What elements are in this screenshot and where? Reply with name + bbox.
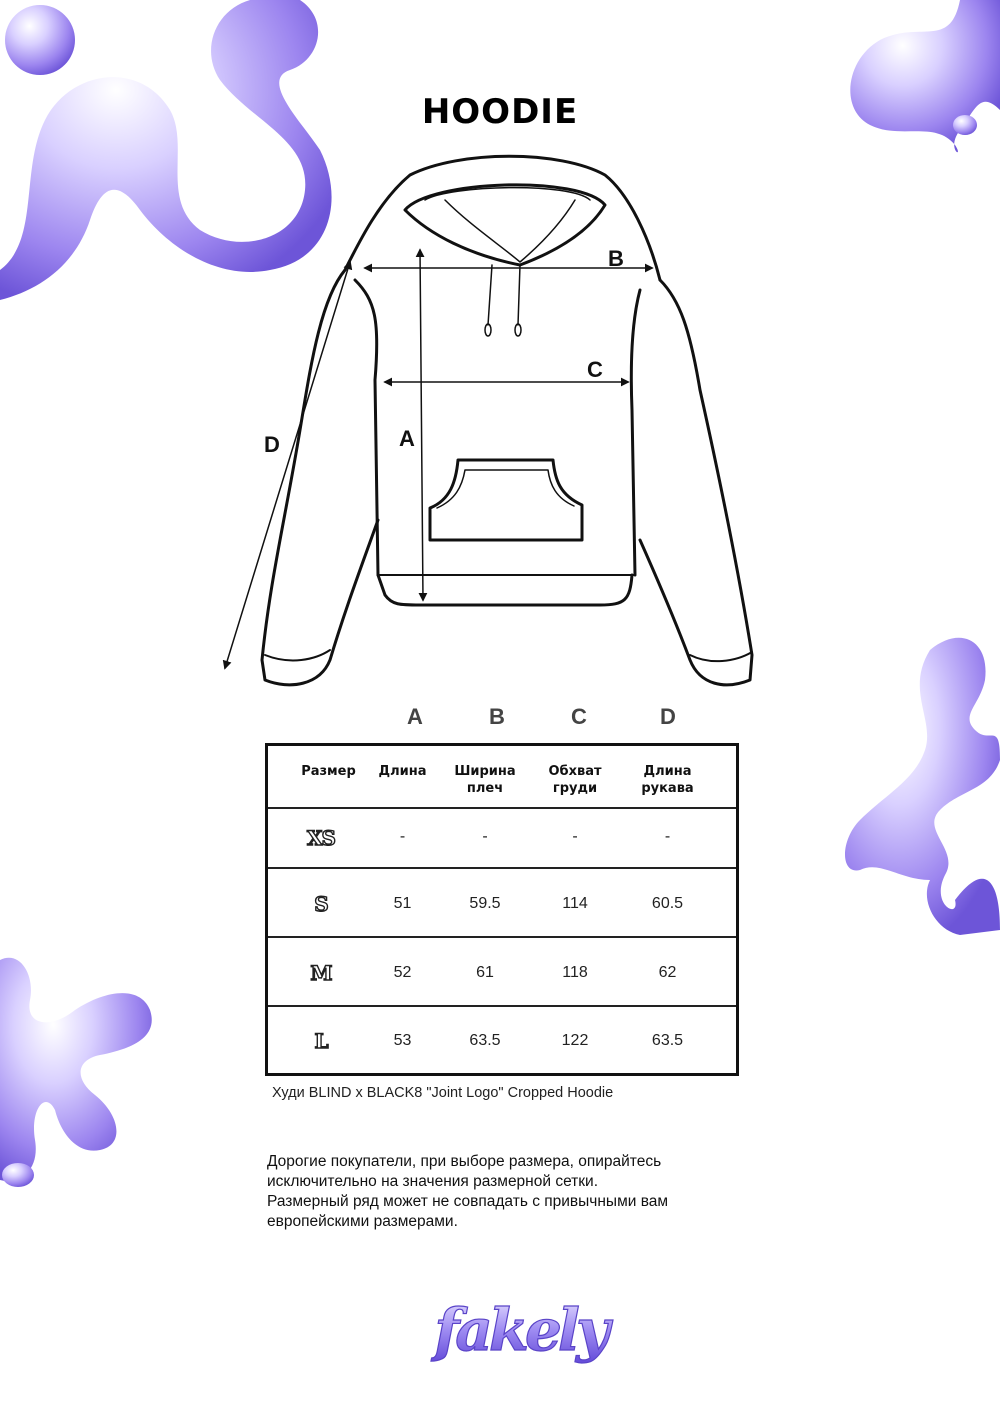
svg-text:fakely: fakely: [434, 1296, 606, 1364]
header-shoulder-width: Ширина плеч: [454, 764, 516, 796]
cell-chest: 122: [561, 1032, 589, 1049]
kangaroo-pocket: [430, 460, 582, 540]
table-row: [268, 938, 736, 1007]
cell-chest: 118: [562, 964, 588, 981]
diagram-label-a: A: [399, 426, 415, 451]
header-sleeve-length: Длина рукава: [641, 764, 694, 796]
measure-a-arrow: [420, 250, 423, 600]
cell-chest: 114: [562, 895, 588, 912]
header-chest: Обхват груди: [548, 764, 602, 796]
brand-logo: [420, 1280, 620, 1380]
size-m: M: [310, 961, 332, 985]
cell-length: -: [399, 828, 406, 845]
cell-sleeve-length: 62: [658, 964, 677, 981]
hoodie-diagram: [0, 0, 1000, 700]
diagram-label-d: D: [264, 432, 280, 457]
header-length: Длина: [378, 764, 427, 779]
product-caption: Худи BLIND x BLACK8 "Joint Logo" Cropped Hoodie: [272, 1085, 614, 1101]
notice-line: Размерный ряд может не совпадать с привычными вам: [267, 1193, 669, 1210]
cell-length: 51: [393, 895, 412, 912]
cell-chest: -: [572, 828, 578, 845]
blob-bottom-left: [0, 958, 152, 1187]
table-row: [268, 809, 736, 869]
page-title: HOODIE: [421, 92, 579, 132]
cell-shoulder-width: 63.5: [469, 1032, 501, 1049]
hem-rib: [378, 575, 632, 605]
cell-sleeve-length: 60.5: [651, 895, 684, 912]
cell-shoulder-width: 59.5: [469, 895, 501, 912]
size-table: [265, 743, 739, 1076]
hood-inner: [405, 185, 605, 265]
cell-shoulder-width: -: [482, 828, 488, 845]
table-row: [268, 869, 736, 938]
notice-line: Дорогие покупатели, при выборе размера, опирайтесь: [267, 1153, 662, 1170]
size-xs: XS: [307, 826, 335, 850]
table-header-row: [268, 746, 736, 809]
size-s: S: [314, 892, 328, 916]
sleeve-right: [640, 280, 752, 685]
drawstring-left: [488, 265, 492, 325]
column-letter-d: D: [660, 704, 676, 729]
notice-line: европейскими размерами.: [267, 1213, 458, 1230]
drawstring-right: [518, 265, 520, 325]
header-size: Размер: [301, 764, 356, 779]
column-letter-c: C: [571, 704, 587, 729]
body-right-side: [631, 290, 640, 575]
table-row: [268, 1007, 736, 1073]
size-l: L: [314, 1029, 328, 1053]
notice-line: исключительно на значения размерной сетки.: [267, 1173, 599, 1190]
sleeve-left: [262, 270, 378, 685]
column-letter-b: B: [489, 704, 505, 729]
measure-d-arrow: [225, 262, 350, 668]
cell-sleeve-length: -: [664, 828, 671, 845]
size-notice: [267, 1152, 737, 1232]
cell-shoulder-width: 61: [476, 964, 494, 981]
cell-length: 52: [393, 964, 412, 981]
cell-length: 53: [393, 1032, 412, 1049]
cell-sleeve-length: 63.5: [651, 1032, 684, 1049]
diagram-label-c: C: [587, 357, 603, 382]
column-letter-a: A: [407, 704, 423, 729]
diagram-label-b: B: [608, 246, 624, 271]
